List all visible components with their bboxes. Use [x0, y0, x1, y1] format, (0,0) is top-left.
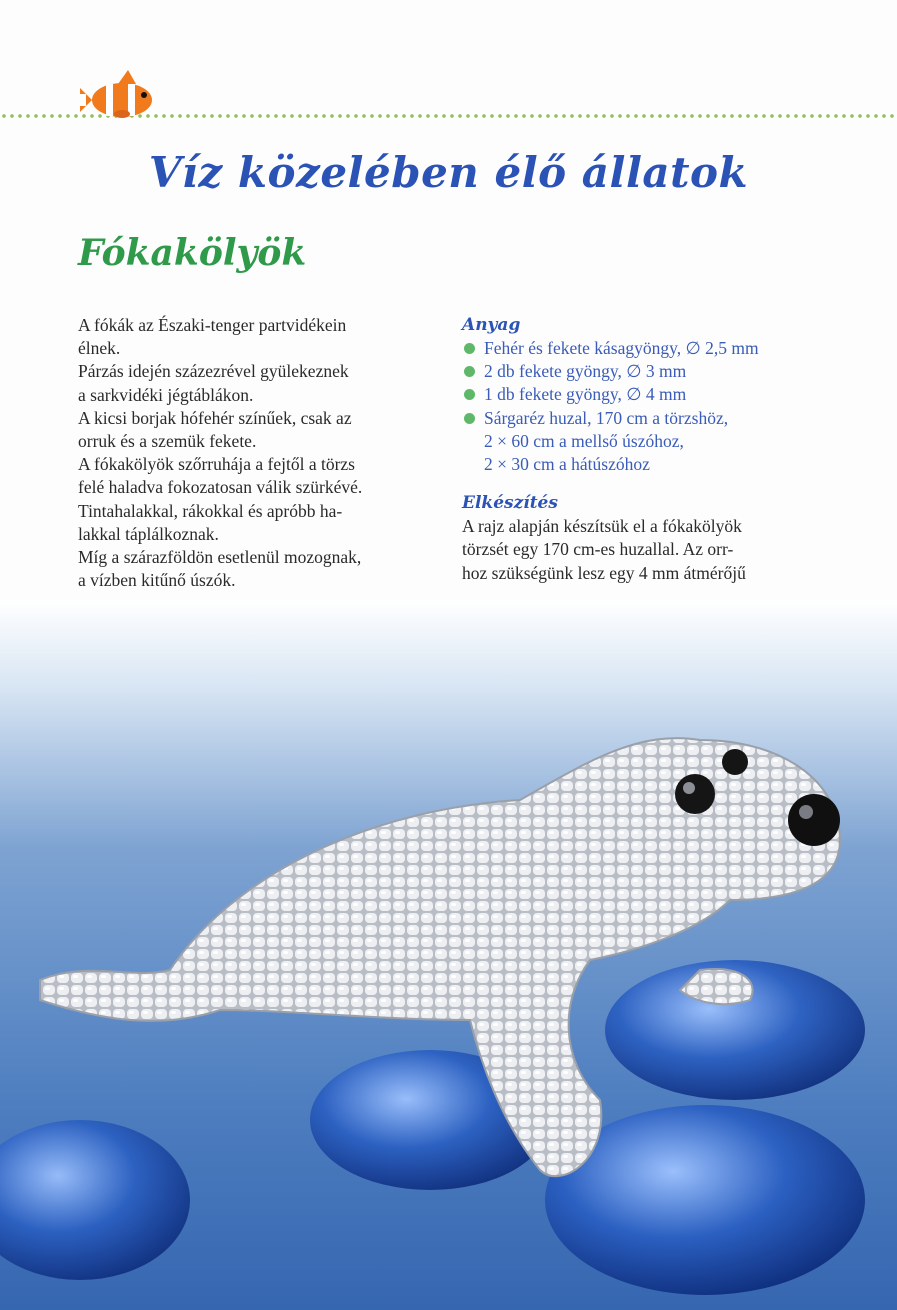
instruction-line: A rajz alapján készítsük el a fókakölyök [462, 516, 742, 537]
instruction-line: hoz szükségünk lesz egy 4 mm átmérőjű [462, 562, 746, 583]
clownfish-bead-icon [78, 64, 166, 124]
materials-heading: Anyag [462, 315, 521, 335]
list-item [462, 407, 862, 430]
material-text: Fehér és fekete kásagyöngy, ∅ 2,5 mm [484, 338, 759, 358]
intro-line: a sarkvidéki jégtáblákon. [78, 384, 254, 405]
instructions-heading: Elkészítés [462, 493, 558, 514]
materials-and-instructions [462, 314, 862, 585]
intro-line: élnek. [78, 338, 121, 359]
list-item [462, 360, 862, 383]
intro-line: felé haladva fokozatosan válik szürkévé. [78, 477, 363, 498]
material-text: 1 db fekete gyöngy, ∅ 4 mm [484, 384, 687, 405]
instruction-line: törzsét egy 170 cm-es huzallal. Az orr- [462, 539, 734, 560]
intro-line: Párzás idején százezrével gyülekeznek [78, 361, 349, 382]
material-continuation: 2 × 30 cm a hátúszóhoz [484, 454, 650, 475]
green-bullet-icon [464, 366, 475, 377]
materials-list [462, 337, 862, 430]
green-bullet-icon [464, 343, 475, 354]
material-continuation: 2 × 60 cm a mellső úszóhoz, [484, 430, 684, 451]
list-item [462, 337, 862, 360]
intro-line: A fókák az Északi-tenger partvidékein [78, 315, 347, 335]
intro-line: A kicsi borjak hófehér színűek, csak az [78, 407, 352, 428]
intro-line: lakkal táplálkoznak. [78, 523, 219, 544]
intro-line: Tintahalakkal, rákokkal és apróbb ha- [78, 500, 343, 521]
list-item [462, 383, 862, 406]
intro-line: orruk és a szemük fekete. [78, 431, 257, 452]
material-text: Sárgaréz huzal, 170 cm a törzshöz, [484, 407, 729, 428]
intro-line: A fókakölyök szőrruhája a fejtől a törzs [78, 454, 355, 475]
beaded-seal-photo [0, 600, 897, 1310]
material-text: 2 db fekete gyöngy, ∅ 3 mm [484, 361, 687, 382]
green-bullet-icon [464, 413, 475, 424]
intro-line: Míg a szárazföldön esetlenül mozognak, [78, 547, 362, 568]
intro-line: a vízben kitűnő úszók. [78, 570, 236, 591]
chapter-title: Víz közelében élő állatok [148, 148, 749, 197]
intro-text [78, 314, 428, 592]
section-title: Fókakölyök [78, 232, 307, 274]
green-bullet-icon [464, 389, 475, 400]
